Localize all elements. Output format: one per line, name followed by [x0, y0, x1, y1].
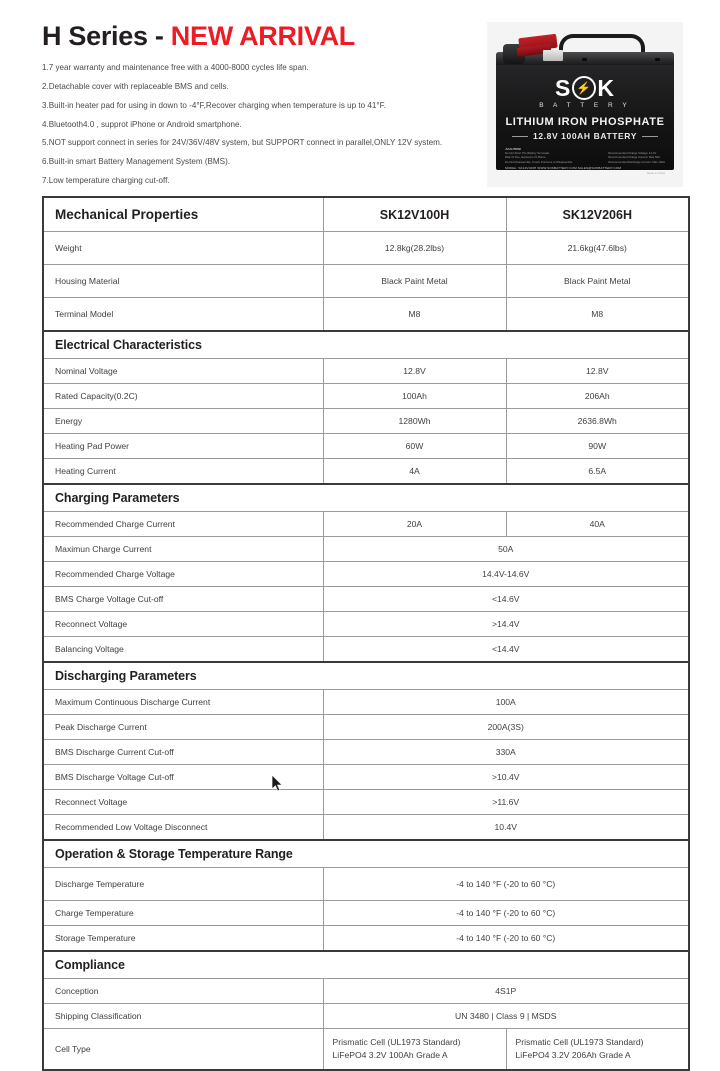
row-label: Recommended Charge Current: [43, 512, 323, 537]
bolt-glyph: ⚡: [576, 81, 593, 95]
section-title: Operation & Storage Temperature Range: [43, 840, 689, 868]
feature-item: 7.Low temperature charging cut-off.: [42, 175, 170, 185]
row-label: Maximum Continuous Discharge Current: [43, 690, 323, 715]
lightning-bolt-icon: [572, 76, 596, 100]
row-value-model-b: 6.5A: [506, 459, 689, 485]
row-value-model-a: 12.8V: [323, 359, 506, 384]
section-title: Mechanical Properties: [43, 197, 323, 232]
section-title: Charging Parameters: [43, 484, 689, 512]
table-row: [43, 979, 689, 1004]
battery-rating: 12.8V 100AH BATTERY: [533, 131, 637, 141]
row-label: Recommended Charge Voltage: [43, 562, 323, 587]
table-row: [43, 562, 689, 587]
row-value-model-a: 20A: [323, 512, 506, 537]
row-label: Balancing Voltage: [43, 637, 323, 663]
table-row: [43, 512, 689, 537]
brand-logo: [496, 76, 674, 100]
caution-label: ⚠CAUTION!: [505, 147, 522, 151]
battery-photo: [487, 22, 683, 187]
feature-item: 2.Detachable cover with replaceable BMS and cells.: [42, 82, 229, 92]
model-column-header-a: SK12V100H: [323, 197, 506, 232]
feature-list: [42, 62, 462, 187]
battery-chemistry: LITHIUM IRON PHOSPHATE: [505, 116, 665, 128]
section-header-row: [43, 840, 689, 868]
model-line: MODEL: SK12V100H WWW.SOKBATTERY.COM SALES@SOKBATTERY.COM: [505, 165, 622, 170]
table-row: [43, 434, 689, 459]
section-header-row: [43, 331, 689, 359]
row-label: Cell Type: [43, 1029, 323, 1070]
row-value-shared: 14.4V-14.6V: [323, 562, 689, 587]
table-row: [43, 359, 689, 384]
table-row: [43, 298, 689, 332]
table-row: [43, 715, 689, 740]
row-value-shared: >11.6V: [323, 790, 689, 815]
row-value-model-b: Prismatic Cell (UL1973 Standard) LiFePO4 3.2V 206Ah Grade A: [506, 1029, 689, 1070]
table-row: [43, 765, 689, 790]
row-label: Recommended Low Voltage Disconnect: [43, 815, 323, 841]
row-value-shared: 200A(3S): [323, 715, 689, 740]
spec-line: Recommended Charge Voltage: 14.4V: [608, 151, 657, 156]
row-value-model-b: 21.6kg(47.6lbs): [506, 232, 689, 265]
row-value-model-a: Black Paint Metal: [323, 265, 506, 298]
model-column-header-b: SK12V206H: [506, 197, 689, 232]
table-row: [43, 265, 689, 298]
feature-item: 6.Built-in smart Battery Management System (BMS).: [42, 156, 231, 166]
specification-table: [42, 196, 690, 1071]
table-row: [43, 232, 689, 265]
table-row: [43, 815, 689, 841]
row-value-shared: <14.4V: [323, 637, 689, 663]
row-value-model-b: 12.8V: [506, 359, 689, 384]
row-label: Reconnect Voltage: [43, 790, 323, 815]
table-row: [43, 587, 689, 612]
row-label: Shipping Classification: [43, 1004, 323, 1029]
page-title-main: H Series: [42, 21, 148, 51]
row-label: BMS Charge Voltage Cut-off: [43, 587, 323, 612]
row-label: Peak Discharge Current: [43, 715, 323, 740]
page-header: [0, 0, 720, 185]
section-title: Compliance: [43, 951, 689, 979]
row-label: Maximun Charge Current: [43, 537, 323, 562]
row-label: Energy: [43, 409, 323, 434]
row-label: Nominal Voltage: [43, 359, 323, 384]
row-value-shared: 10.4V: [323, 815, 689, 841]
feature-item: 1.7 year warranty and maintenance free with a 4000-8000 cycles life span.: [42, 63, 309, 73]
row-label: Heating Current: [43, 459, 323, 485]
brand-letter-k: K: [597, 74, 615, 101]
section-header-row: [43, 484, 689, 512]
page-title-dash: -: [154, 21, 164, 51]
brand-letter-s: S: [555, 74, 572, 101]
row-label: Storage Temperature: [43, 926, 323, 952]
table-row: [43, 384, 689, 409]
feature-item: 4.Bluetooth4.0 , supprot iPhone or Android smartphone.: [42, 119, 242, 129]
row-value-model-a: Prismatic Cell (UL1973 Standard) LiFePO4 3.2V 100Ah Grade A: [323, 1029, 506, 1070]
spec-line: Recommended Charge Current: Max 50A: [608, 155, 661, 160]
row-label: Rated Capacity(0.2C): [43, 384, 323, 409]
caution-lines: [505, 151, 572, 164]
row-value-model-a: M8: [323, 298, 506, 332]
row-label: Heating Pad Power: [43, 434, 323, 459]
table-row: [43, 1004, 689, 1029]
table-row: [43, 690, 689, 715]
row-value-shared: 100A: [323, 690, 689, 715]
row-label: Conception: [43, 979, 323, 1004]
row-value-model-a: 1280Wh: [323, 409, 506, 434]
spec-lines: [608, 151, 665, 164]
section-title: Discharging Parameters: [43, 662, 689, 690]
brand-subtitle: B A T T E R Y: [539, 102, 631, 109]
row-value-shared: UN 3480 | Class 9 | MSDS: [323, 1004, 689, 1029]
caution-line: Risk Of Fire, Explosion Or Burns: [505, 155, 546, 160]
row-value-shared: >14.4V: [323, 612, 689, 637]
battery-rating-row: [496, 131, 674, 141]
row-value-shared: -4 to 140 °F (-20 to 60 °C): [323, 868, 689, 901]
row-label: Reconnect Voltage: [43, 612, 323, 637]
product-image: [487, 22, 683, 187]
caution-line: Do Not Disassemble, Crush, Puncture or Disassemble: [505, 159, 573, 164]
table-row: [43, 790, 689, 815]
row-value-model-b: Black Paint Metal: [506, 265, 689, 298]
table-row: [43, 901, 689, 926]
row-value-model-b: 2636.8Wh: [506, 409, 689, 434]
table-row: [43, 637, 689, 663]
table-row: [43, 1029, 689, 1070]
feature-item: 5.NOT support connect in series for 24V/36V/48V system, but SUPPORT connect in parallel,ONLY 12V system.: [42, 138, 443, 148]
row-value-shared: 330A: [323, 740, 689, 765]
row-label: BMS Discharge Voltage Cut-off: [43, 765, 323, 790]
made-in-label: Made in China: [646, 171, 665, 176]
row-label: Discharge Temperature: [43, 868, 323, 901]
row-value-model-a: 60W: [323, 434, 506, 459]
rule-left: [512, 136, 528, 137]
row-value-model-b: 90W: [506, 434, 689, 459]
section-title: Electrical Characteristics: [43, 331, 689, 359]
table-row: [43, 409, 689, 434]
row-value-model-a: 4A: [323, 459, 506, 485]
battery-label: [496, 76, 674, 176]
table-header-row: [43, 197, 689, 232]
table-row: [43, 612, 689, 637]
row-value-shared: <14.6V: [323, 587, 689, 612]
spec-line: Recommended Discharge Current: Max 100A: [608, 159, 665, 164]
section-header-row: [43, 951, 689, 979]
feature-item: 3.Built-in heater pad for using in down to -4°F,Recover charging when temperature is up to 41°F.: [42, 100, 386, 110]
table-row: [43, 537, 689, 562]
row-label: BMS Discharge Current Cut-off: [43, 740, 323, 765]
row-label: Housing Material: [43, 265, 323, 298]
row-label: Weight: [43, 232, 323, 265]
page-title-accent: NEW ARRIVAL: [170, 21, 355, 51]
row-value-shared: -4 to 140 °F (-20 to 60 °C): [323, 926, 689, 952]
row-value-shared: 4S1P: [323, 979, 689, 1004]
row-value-model-a: 12.8kg(28.2lbs): [323, 232, 506, 265]
table-row: [43, 740, 689, 765]
row-value-model-b: M8: [506, 298, 689, 332]
table-row: [43, 926, 689, 952]
row-value-model-b: 206Ah: [506, 384, 689, 409]
battery-fineprint: [496, 147, 674, 176]
caution-line: Do Not Short The Battery Terminals: [505, 151, 550, 156]
row-label: Charge Temperature: [43, 901, 323, 926]
row-value-model-b: 40A: [506, 512, 689, 537]
table-row: [43, 868, 689, 901]
rule-right: [642, 136, 658, 137]
section-header-row: [43, 662, 689, 690]
row-value-shared: >10.4V: [323, 765, 689, 790]
table-row: [43, 459, 689, 485]
row-value-shared: 50A: [323, 537, 689, 562]
row-label: Terminal Model: [43, 298, 323, 332]
row-value-shared: -4 to 140 °F (-20 to 60 °C): [323, 901, 689, 926]
row-value-model-a: 100Ah: [323, 384, 506, 409]
